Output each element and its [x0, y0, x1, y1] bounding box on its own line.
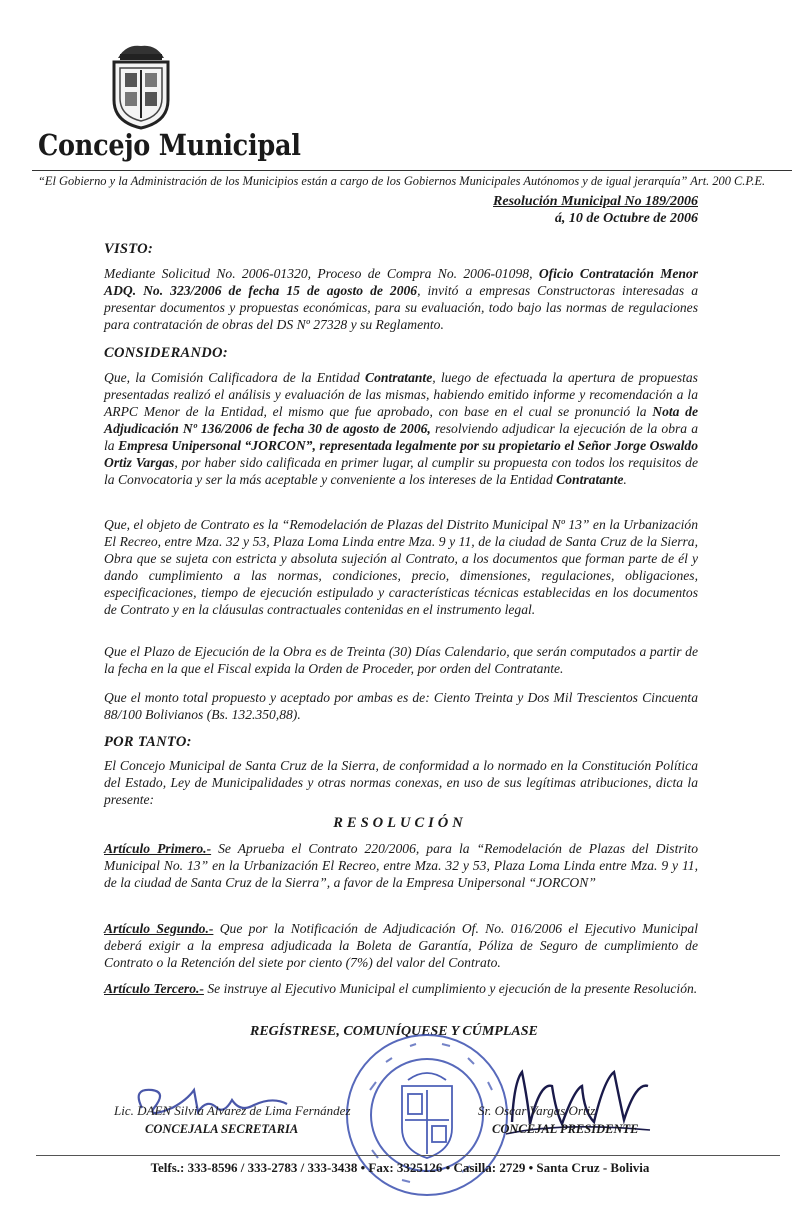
article-2-text: Que por la Notificación de Adjudicación Of. No. 016/2006 el Ejecutivo Municipal deberá exigir a la empresa adjudicada la Boleta de Garantía, Póliza de Seguro de cumplimiento de Contrato o la Retención del siete por ciento (7%) del valor del Contrato.	[104, 921, 698, 970]
por-tanto-paragraph: El Concejo Municipal de Santa Cruz de la Sierra, de conformidad a lo normado en la Constitución Política del Estado, Ley de Municipalidades y otras normas conexas, en uso de sus legítimas atribuciones, dicta la presente:	[104, 758, 698, 807]
considerando-paragraph-1	[104, 369, 698, 488]
article-1-text: Se Aprueba el Contrato 220/2006, para la “Remodelación de Plazas del Distrito Municipal No. 13” en la Urbanización El Recreo, entre Mza. 32 y 53, Plaza Loma Linda entre Mza. 9 y 11, de la ciudad de Santa Cruz de la Sierra”, a favor de la Empresa Unipersonal “JORCON”	[104, 841, 698, 890]
c1-bold-1: Contratante	[365, 370, 433, 385]
coat-of-arms-logo	[106, 40, 176, 130]
left-signatory-name: Lic. DAEN Silvia Alvarez de Lima Fernández	[114, 1103, 351, 1118]
article-3-text: Se instruye al Ejecutivo Municipal el cumplimiento y ejecución de la presente Resolución.	[203, 981, 698, 996]
visto-paragraph	[104, 265, 698, 333]
c1-text-5: .	[623, 472, 627, 487]
organization-name: Concejo Municipal	[38, 128, 301, 162]
heading-considerando: CONSIDERANDO:	[104, 345, 228, 361]
article-1-label: Artículo Primero.-	[104, 841, 212, 856]
right-signatory-role: CONCEJAL PRESIDENTE	[492, 1122, 639, 1136]
resolution-date: á, 10 de Octubre de 2006	[554, 211, 698, 226]
c1-bold-3: Empresa Unipersonal “JORCON”, representada legalmente por su propietario el Señor Jorge Oswaldo Ortiz Vargas	[104, 438, 698, 470]
contact-footer: Telfs.: 333-8596 / 333-2783 / 333-3438 • Fax: 3325126 • Casilla: 2729 • Santa Cruz - Bolivia	[150, 1160, 650, 1175]
article-2-label: Artículo Segundo.-	[104, 921, 214, 936]
c1-text-3: resolviendo adjudicar la ejecución de la obra a la	[104, 421, 698, 453]
visto-text-2: , invitó a empresas Constructoras interesadas a presentar documentos y propuestas económicas, para su evaluación, todo bajo las normas de regulaciones para contratación de obras del DS Nº 27328 y su Reglamento.	[104, 283, 698, 332]
c1-text-2: , luego de efectuada la apertura de propuestas presentadas realizó el análisis y evaluación de las mismas, habiendo emitido informe y recomendación a la ARPC Menor de la Entidad, el mismo que fue aprobado, con base en el cual se pronunció la	[104, 370, 698, 419]
resolution-number: Resolución Municipal No 189/2006	[493, 194, 698, 209]
article-3	[104, 980, 698, 997]
article-3-label: Artículo Tercero.-	[104, 981, 204, 996]
c1-bold-2: Nota de Adjudicación Nº 136/2006 de fecha 30 de agosto de 2006,	[104, 404, 698, 436]
header-divider	[32, 170, 792, 171]
resolucion-heading: RESOLUCIÓN	[333, 815, 467, 831]
considerando-paragraph-3: Que el Plazo de Ejecución de la Obra es de Treinta (30) Días Calendario, que serán computados a partir de la fecha en la que el Fiscal expida la Orden de Proceder, por orden del Contratante.	[104, 644, 698, 676]
right-signatory-name: Sr. Oscar Vargas Ortiz	[478, 1103, 596, 1118]
article-1	[104, 840, 698, 891]
article-2	[104, 920, 698, 971]
visto-text-1: Mediante Solicitud No. 2006-01320, Proceso de Compra No. 2006-01098,	[104, 266, 539, 281]
c1-text-4: , por haber sido calificada en primer lugar, al cumplir su propuesta con todos los requisitos de la Convocatoria y ser la más aceptable y conveniente a los intereses de la Entidad	[104, 455, 698, 487]
considerando-paragraph-2: Que, el objeto de Contrato es la “Remodelación de Plazas del Distrito Municipal Nº 13” en la Urbanización El Recreo, entre Mza. 32 y 53, Plaza Loma Linda entre Mza. 9 y 11, de la ciudad de Santa Cruz de la Sierra, Obra que se sujeta con estricta y absoluta sujeción al Contrato, a los documentos que forman parte de él y dando cumplimiento a las normas, condiciones, precio, dimensiones, regulaciones, obligaciones, especificaciones, tiempo de ejecución estipulado y características técnicas establecidas en los documentos de Contrato y en la cláusulas contractuales contenidas en el instrumento legal.	[104, 517, 698, 617]
closing-formula: REGÍSTRESE, COMUNÍQUESE Y CÚMPLASE	[250, 1024, 538, 1039]
motto: “El Gobierno y la Administración de los Municipios están a cargo de los Gobiernos Municipales Autónomos y de igual jerarquía” Art. 200 C.P.E.	[38, 174, 766, 188]
left-signatory-role: CONCEJALA SECRETARIA	[145, 1122, 299, 1136]
c1-bold-4: Contratante	[556, 472, 624, 487]
considerando-paragraph-4: Que el monto total propuesto y aceptado por ambas es de: Ciento Treinta y Dos Mil Trescientos Cincuenta 88/100 Bolivianos (Bs. 132.350,88).	[104, 690, 698, 722]
visto-bold-1: Oficio Contratación Menor ADQ. No. 323/2006 de fecha 15 de agosto de 2006	[104, 266, 699, 298]
c1-text-1: Que, la Comisión Calificadora de la Entidad	[104, 370, 365, 385]
heading-visto: VISTO:	[104, 241, 154, 257]
footer-divider	[36, 1155, 780, 1156]
heading-por-tanto: POR TANTO:	[104, 734, 192, 750]
